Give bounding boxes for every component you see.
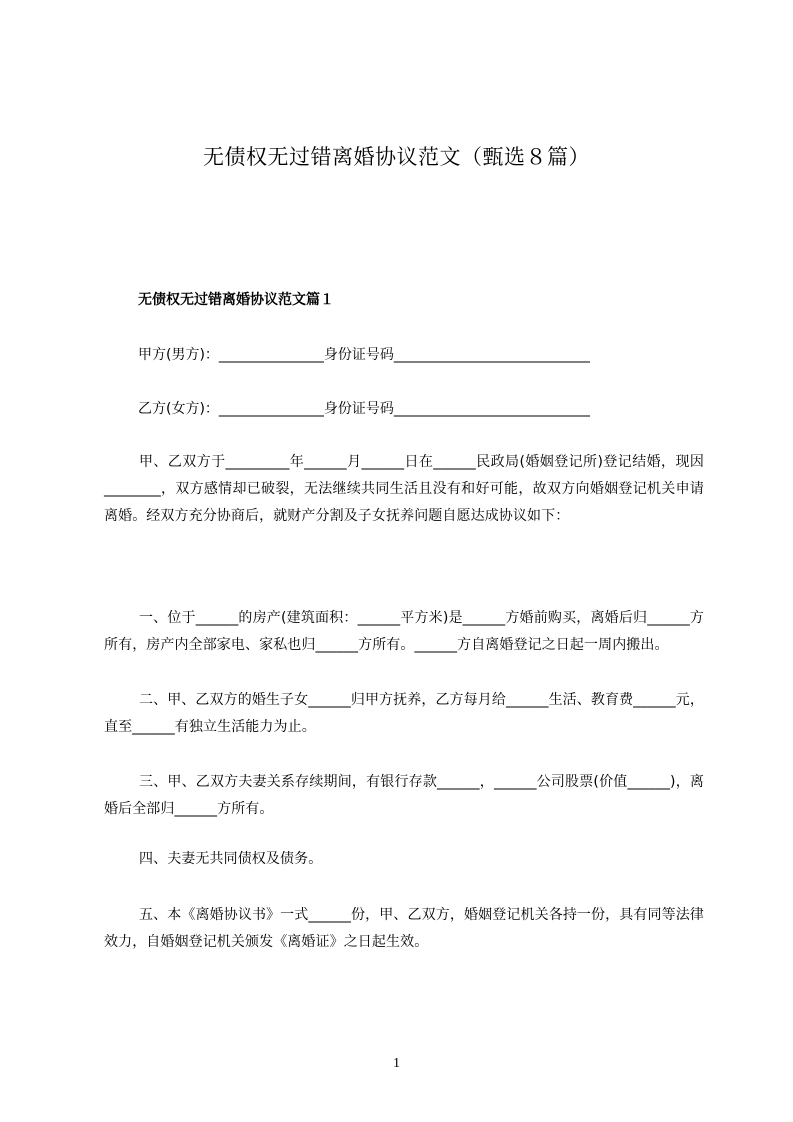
document-title: 无债权无过错离婚协议范文（甄选８篇） — [203, 145, 590, 169]
page-number: 1 — [393, 1056, 400, 1071]
paragraph-clause-1-property: 一、位于______的房产(建筑面积：______平方米)是______方婚前购买，离婚后归______方所有，房产内全部家电、家私也归______方所有。______方自离婚登记之日起一周内搬出。 — [104, 610, 704, 653]
paragraph-clause-3-savings: 三、甲、乙双方夫妻关系存续期间，有银行存款______，______公司股票(价值______)，离婚后全部归______方所有。 — [104, 774, 704, 817]
paragraph-clause-4-debts: 四、夫妻无共同债权及债务。 — [139, 851, 323, 867]
paragraph-clause-5-effect: 五、本《离婚协议书》一式______份，甲、乙双方，婚姻登记机关各持一份，具有同等法律效力，自婚姻登记机关颁发《离婚证》之日起生效。 — [104, 907, 704, 950]
section-heading: 无债权无过错离婚协议范文篇１ — [138, 292, 334, 308]
paragraph-marriage-info: 甲、乙双方于_________年______月______日在______民政局(婚姻登记所)登记结婚，现因________，双方感情却已破裂，无法继续共同生活且没有和好可能，故双方向婚姻登记机关申请离婚。经双方充分协商后，就财产分割及子女抚养问题自愿达成协议如下： — [104, 454, 704, 524]
party-a-line: 甲方(男方)：_______________身份证号码____________________________ — [138, 347, 590, 363]
paragraph-clause-2-children: 二、甲、乙双方的婚生子女______归甲方抚养，乙方每月给______生活、教育费______元，直至______有独立生活能力为止。 — [104, 692, 704, 735]
party-b-line: 乙方(女方)：_______________身份证号码____________________________ — [138, 401, 590, 417]
